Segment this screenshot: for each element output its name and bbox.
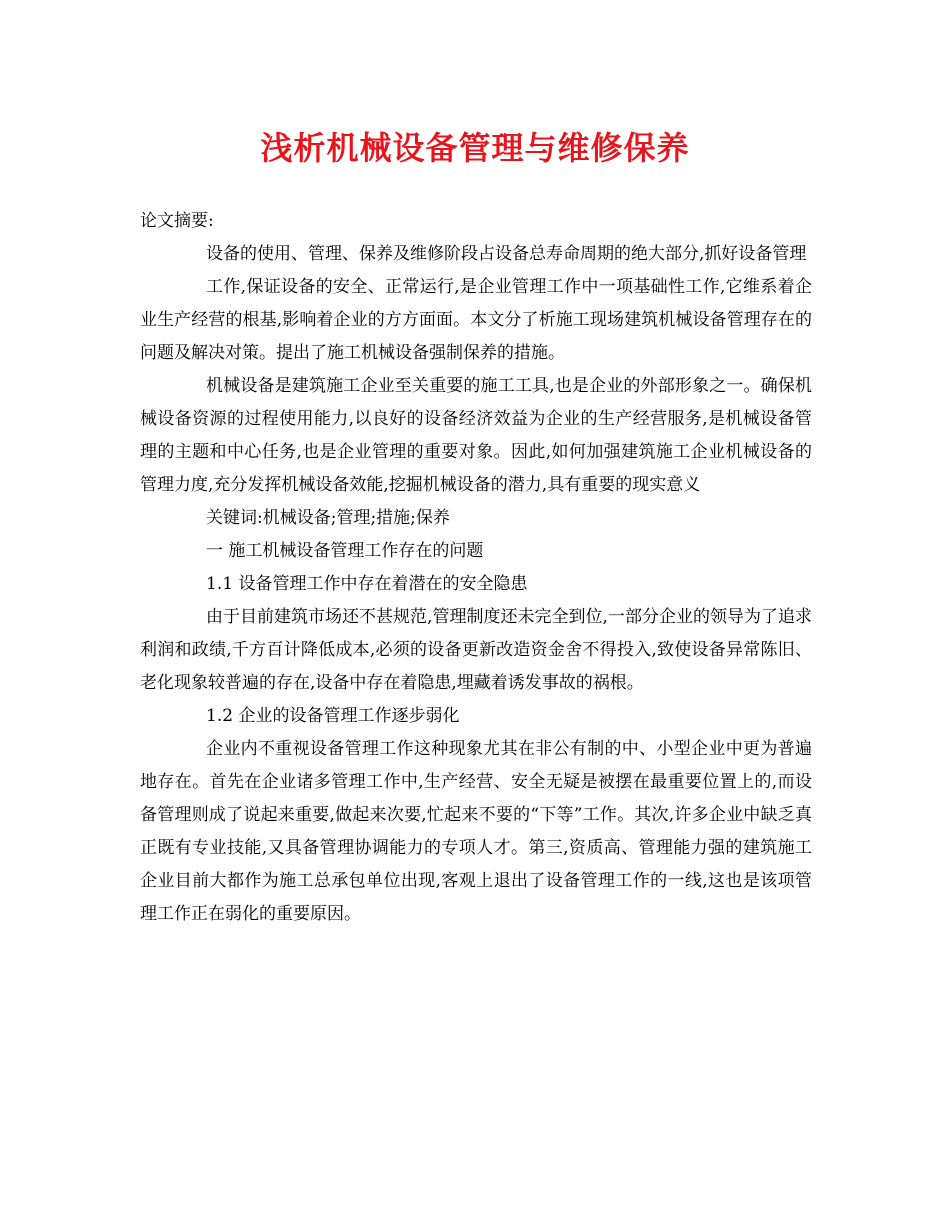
subsection-heading: 1.2 企业的设备管理工作逐步弱化 [206,706,460,726]
body-paragraph: 企业内不重视设备管理工作这种现象尤其在非公有制的中、小型企业中更为普遍地存在。首先在企业诸多管理工作中,生产经营、安全无疑是被摆在最重要位置上的,而设备管理则成了说起来重要,做起来次要,忙起来不要的“下等”工作。其次,许多企业中缺乏真正既有专业技能,又具备管理协调能力的专项人才。第三,资质高、管理能力强的建筑施工企业目前大都作为施工总承包单位出现,客观上退出了设备管理工作的一线,这也是该项管理工作正在弱化的重要原因。 [140,739,812,924]
abstract-paragraph: 设备的使用、管理、保养及维修阶段占设备总寿命周期的绝大部分,抓好设备管理 [206,244,807,264]
document-body [140,205,812,931]
section-heading: 一 施工机械设备管理工作存在的问题 [206,541,484,561]
subsection-heading: 1.1 设备管理工作中存在着潜在的安全隐患 [206,574,528,594]
body-paragraph: 由于目前建筑市场还不甚规范,管理制度还未完全到位,一部分企业的领导为了追求利润和政绩,千方百计降低成本,必须的设备更新改造资金舍不得投入,致使设备异常陈旧、老化现象较普遍的存在,设备中存在着隐患,埋藏着诱发事故的祸根。 [140,607,812,693]
abstract-heading: 论文摘要: [140,211,214,231]
keywords-line: 关键词:机械设备;管理;措施;保养 [206,508,450,528]
document-title: 浅析机械设备管理与维修保养 [260,129,690,167]
abstract-paragraph: 机械设备是建筑施工企业至关重要的施工工具,也是企业的外部形象之一。确保机械设备资源的过程使用能力,以良好的设备经济效益为企业的生产经营服务,是机械设备管理的主题和中心任务,也是企业管理的重要对象。因此,如何加强建筑施工企业机械设备的管理力度,充分发挥机械设备效能,挖掘机械设备的潜力,具有重要的现实意义 [140,376,812,495]
abstract-paragraph: 工作,保证设备的安全、正常运行,是企业管理工作中一项基础性工作,它维系着企业生产经营的根基,影响着企业的方方面面。本文分了析施工现场建筑机械设备管理存在的问题及解决对策。提出了施工机械设备强制保养的措施。 [140,277,812,363]
